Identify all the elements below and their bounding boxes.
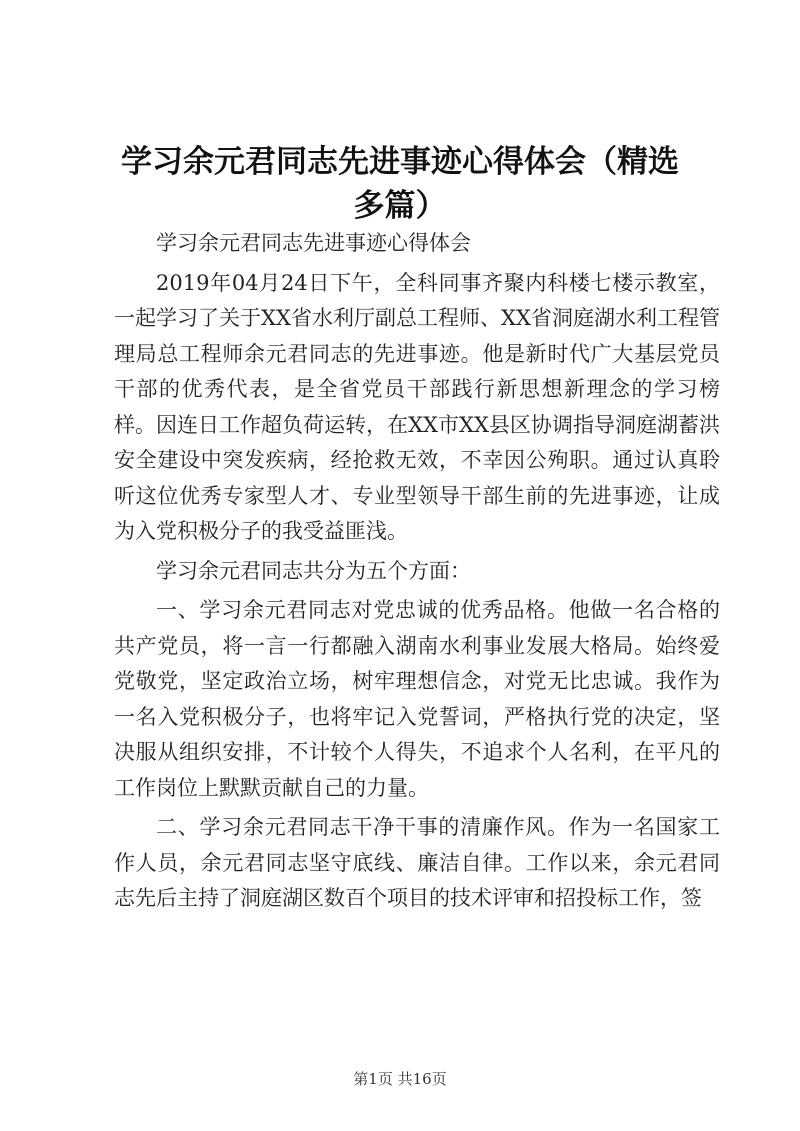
paragraph-loyalty: 一、学习余元君同志对党忠诚的优秀品格。他做一名合格的共产党员，将一言一行都融入湖南水利事业发展大格局。始终爱党敬党，坚定政治立场，树牢理想信念，对党无比忠诚。我作为一名入党积极分子，也将牢记入党誓词，严格执行党的决定，坚决服从组织安排，不计较个人得失，不追求个人名利，在平凡的工作岗位上默默贡献自己的力量。 xyxy=(114,598,720,800)
document-subtitle: 学习余元君同志先进事迹心得体会 xyxy=(156,231,471,255)
paragraph-overview: 学习余元君同志共分为五个方面： xyxy=(156,558,471,583)
document-title: 学习余元君同志先进事迹心得体会（精选多篇） xyxy=(121,144,679,224)
document-body xyxy=(114,226,720,917)
paragraph-intro: 2019年04月24日下午，全科同事齐聚内科楼七楼示教室，一起学习了关于XX省水利厅副总工程师、XX省洞庭湖水利工程管理局总工程师余元君同志的先进事迹。他是新时代广大基层党员干部的优秀代表，是全省党员干部践行新思想新理念的学习榜样。因连日工作超负荷运转，在XX市XX县区协调指导洞庭湖蓄洪安全建设中突发疾病，经抢救无效，不幸因公殉职。通过认真聆听这位优秀专家型人才、专业型领导干部生前的先进事迹，让成为入党积极分子的我受益匪浅。 xyxy=(114,270,720,543)
page-number: 第1页 共16页 xyxy=(353,1070,447,1088)
paragraph-integrity: 二、学习余元君同志干净干事的清廉作风。作为一名国家工作人员，余元君同志坚守底线、廉洁自律。工作以来，余元君同志先后主持了洞庭湖区数百个项目的技术评审和招投标工作，签 xyxy=(114,815,720,910)
